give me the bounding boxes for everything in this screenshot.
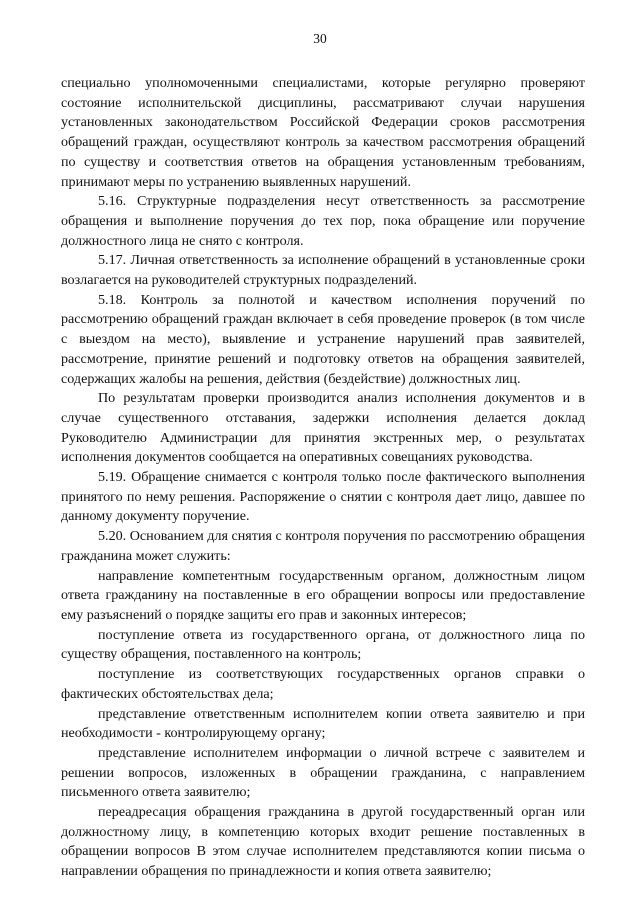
paragraph-5-17: 5.17. Личная ответственность за исполнение обращений в установленные сроки возлагается на руководителей структурных подразделений.: [61, 252, 585, 289]
list-item-certificate-receipt: поступление из соответствующих государственных органов справки о фактических обстоятельствах дела;: [61, 666, 585, 702]
paragraph-5-16: 5.16. Структурные подразделения несут ответственность за рассмотрение обращения и выполнение поручения до тех пор, пока обращение или поручение должностного лица не снято с контроля.: [61, 193, 585, 249]
list-item-redirection: переадресация обращения гражданина в другой государственный орган или должностному лицу, в компетенцию которых входит решение поставленных в обращении вопросов В этом случае исполнителем представляются копии письма о направлении обращения по принадлежности и копия ответа заявителю;: [61, 804, 585, 880]
paragraph-inspection-results: По результатам проверки производится анализ исполнения документов и в случае существенного отставания, задержки исполнения делается доклад Руководителю Администрации для принятия экстренных мер, о результатах исполнения документов сообщается на оперативных совещаниях руководства.: [61, 390, 585, 466]
body-text: [61, 74, 585, 882]
list-item-answer-receipt: поступление ответа из государственного органа, от должностного лица по существу обращения, поставленного на контроль;: [61, 626, 585, 663]
list-item-personal-meeting: представление исполнителем информации о личной встрече с заявителем и решении вопросов, изложенных в обращении гражданина, с направлением письменного ответа заявителю;: [61, 744, 585, 801]
page-number: 30: [313, 31, 327, 46]
paragraph-5-18: 5.18. Контроль за полнотой и качеством исполнения поручений по рассмотрению обращений граждан включает в себя проведение проверок (в том числе с выездом на место), выявление и устранение нарушений прав заявителей, рассмотрение, принятие решений и подготовку ответов на обращения заявителей, содержащих жалобы на решения, действия (бездействие) должностных лиц.: [61, 291, 585, 387]
list-item-answer-direction: направление компетентным государственным органом, должностным лицом ответа гражданину на поставленные в его обращении вопросы или предоставление ему разъяснений о порядке защиты его прав и законных интересов;: [61, 567, 585, 623]
paragraph-5-19: 5.19. Обращение снимается с контроля только после фактического выполнения принятого по нему решения. Распоряжение о снятии с контроля дает лицо, давшее по данному документу поручение.: [61, 469, 585, 525]
paragraph-continuation: специально уполномоченными специалистами, которые регулярно проверяют состояние исполнительской дисциплины, рассматривают случаи нарушения установленных законодательством Российской Федерации сроков рассмотрения обращений граждан, осуществляют контроль за качеством рассмотрения обращений по существу и соответствия ответов на обращения установленным требованиям, принимают меры по устранению выявленных нарушений.: [61, 75, 585, 190]
paragraph-5-20: 5.20. Основанием для снятия с контроля поручения по рассмотрению обращения гражданина может служить:: [61, 528, 585, 564]
list-item-answer-copy: представление ответственным исполнителем копии ответа заявителю и при необходимости - контролирующему органу;: [61, 705, 585, 742]
